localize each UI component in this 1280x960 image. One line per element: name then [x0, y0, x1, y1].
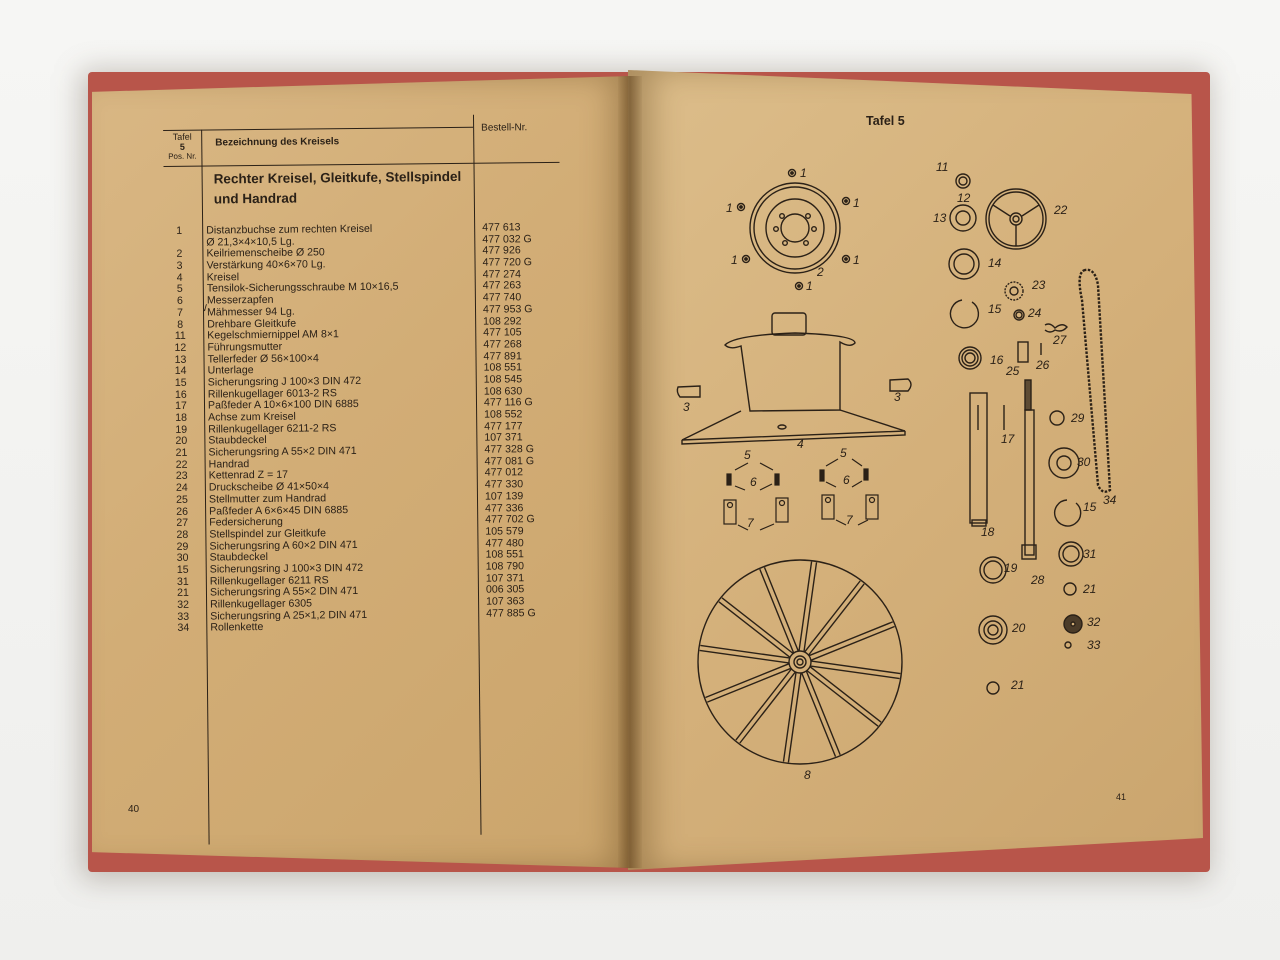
row-order-number: 108 630 [483, 384, 523, 398]
part-label-20: 20 [1012, 621, 1026, 635]
row-description: Stellmutter zum Handrad [208, 492, 327, 506]
part-label-27: 27 [1053, 333, 1067, 347]
row-pos: 27 [176, 516, 189, 530]
row-order-number: 477 953 G [482, 302, 533, 316]
row-pos: 22 [175, 458, 188, 471]
row-description: Sicherungsring A 55×2 DIN 471 [209, 585, 359, 599]
row-order-number: 477 263 [482, 279, 522, 293]
row-pos: 2 [176, 248, 183, 261]
row-order-number: 477 105 [483, 326, 522, 339]
row-order-number: 107 371 [485, 571, 525, 585]
row-description: Verstärkung 40×6×70 Lg. [206, 258, 326, 272]
row-pos: 32 [177, 598, 190, 611]
page-number-left: 40 [128, 804, 140, 815]
part-label-21: 21 [1083, 582, 1097, 596]
reinforcement-left [677, 386, 700, 397]
rotor-drawing [682, 313, 905, 444]
row-order-number: 006 305 [485, 583, 525, 596]
row-description: Rillenkugellager 6211 RS [209, 573, 329, 588]
row-description: Staubdeckel [208, 434, 267, 447]
part-label-22: 22 [1054, 203, 1068, 217]
part-label-31: 31 [1083, 547, 1097, 561]
row-order-number: 108 292 [483, 314, 522, 328]
part-label-1: 1 [853, 196, 860, 210]
row-pos: 13 [174, 353, 187, 366]
row-order-number: 108 551 [485, 548, 524, 561]
part-label-5: 5 [744, 448, 751, 462]
row-description: Stellspindel zur Gleitkufe [209, 527, 327, 541]
row-pos: 16 [174, 388, 187, 401]
row-pos: 1 [176, 224, 183, 237]
row-pos: 6 [176, 294, 183, 307]
row-pos: 4 [176, 271, 183, 284]
row-pos: 20 [175, 435, 188, 448]
part-label-11: 11 [936, 160, 949, 174]
row-order-number: 477 480 [485, 536, 524, 550]
row-description: Messerzapfen [206, 293, 274, 307]
part-label-7: 7 [846, 513, 853, 527]
row-description: Rillenkugellager 6305 [210, 597, 313, 611]
row-description: Achse zum Kreisel [208, 410, 296, 424]
header-tafel-label: Tafel [172, 131, 192, 142]
row-order-number: 477 740 [482, 291, 522, 304]
row-pos: 12 [174, 341, 187, 354]
row-description: Rillenkugellager 6211-2 RS [208, 421, 337, 436]
row-description: Kreisel [206, 270, 240, 284]
row-description: Sicherungsring A 60×2 DIN 471 [209, 538, 358, 553]
row-description: Unterlage [207, 364, 254, 377]
row-order-number: 477 274 [482, 268, 522, 281]
part-label-26: 26 [1036, 358, 1050, 372]
part-label-1: 1 [731, 253, 738, 267]
row-description: Paßfeder A 6×6×45 DIN 6885 [209, 503, 349, 518]
diagram-title: Tafel 5 [866, 114, 905, 128]
pulley-drawing [738, 170, 850, 290]
row-description: Ø 21,3×4×10,5 Lg. [206, 235, 295, 249]
row-order-number: 477 081 G [484, 454, 535, 468]
part-label-33: 33 [1087, 638, 1101, 652]
part-label-34: 34 [1103, 493, 1117, 507]
page-number-right: 41 [1116, 792, 1127, 802]
row-description: Staubdeckel [209, 551, 268, 564]
row-order-number: 107 363 [486, 595, 525, 608]
part-label-19: 19 [1004, 561, 1018, 575]
part-label-24: 24 [1028, 306, 1042, 320]
row-pos: 30 [176, 552, 189, 565]
row-order-number: 108 545 [483, 373, 523, 386]
row-order-number: 477 012 [484, 466, 524, 480]
row-pos: 19 [175, 423, 188, 436]
part-label-15: 15 [1083, 500, 1097, 514]
row-order-number: 105 579 [485, 525, 524, 538]
row-order-number: 108 790 [485, 560, 525, 573]
row-order-number: 108 551 [483, 361, 522, 374]
part-label-15: 15 [988, 302, 1002, 316]
row-description: Sicherungsring J 100×3 DIN 472 [209, 561, 364, 576]
row-description: Drehbare Gleitkufe [207, 317, 297, 331]
row-pos: 25 [176, 493, 188, 506]
row-description: Rillenkugellager 6013-2 RS [207, 386, 337, 401]
row-pos: 21 [177, 587, 189, 600]
row-order-number: 107 371 [484, 431, 523, 445]
part-label-3: 3 [683, 400, 690, 414]
row-pos: 26 [176, 505, 189, 518]
row-order-number: 107 139 [484, 490, 524, 503]
part-label-28: 28 [1031, 573, 1045, 587]
row-description: Kettenrad Z = 17 [208, 469, 289, 482]
row-order-number: 477 328 G [484, 443, 535, 456]
row-order-number: 477 336 [485, 501, 524, 515]
row-description: Handrad [208, 457, 250, 471]
row-pos: 14 [174, 365, 187, 378]
row-pos: 23 [175, 470, 188, 483]
row-order-number: 477 177 [484, 419, 523, 433]
part-label-2: 2 [817, 265, 824, 279]
row-description: Rollenkette [210, 621, 264, 634]
row-pos: 33 [177, 610, 190, 623]
row-description: Mähmesser 94 Lg. [206, 305, 295, 319]
row-description: Druckscheibe Ø 41×50×4 [208, 480, 330, 494]
part-label-1: 1 [800, 166, 807, 180]
row-order-number: 108 552 [484, 408, 523, 421]
part-label-1: 1 [806, 279, 813, 293]
part-label-16: 16 [990, 353, 1004, 367]
part-label-3: 3 [894, 390, 901, 404]
row-order-number: 477 613 [482, 221, 521, 234]
row-pos: 8 [177, 318, 184, 331]
header-order-number: Bestell-Nr. [481, 122, 528, 134]
row-description: Führungsmutter [207, 340, 283, 354]
row-description: Sicherungsring A 25×1,2 DIN 471 [210, 608, 368, 623]
part-label-17: 17 [1001, 432, 1015, 446]
row-order-number: 477 116 G [483, 396, 533, 409]
row-order-number: 477 032 G [482, 232, 532, 246]
part-label-13: 13 [933, 211, 947, 225]
part-label-30: 30 [1077, 455, 1091, 469]
row-description: Tensilok-Sicherungsschraube M 10×16,5 [206, 280, 399, 295]
row-order-number: 477 885 G [486, 606, 536, 620]
row-pos: 15 [174, 376, 187, 389]
part-label-32: 32 [1087, 615, 1101, 629]
row-pos: 17 [175, 400, 187, 413]
row-order-number: 477 330 [484, 478, 524, 491]
row-pos: 5 [176, 283, 183, 296]
row-pos: 24 [175, 481, 188, 495]
skid-wheel-drawing [698, 560, 902, 764]
row-description: Paßfeder A 10×6×100 DIN 6885 [207, 398, 359, 412]
part-label-6: 6 [750, 475, 757, 489]
header-description: Bezeichnung des Kreisels [215, 136, 340, 149]
part-label-14: 14 [988, 256, 1002, 270]
check-mark: ✓ [199, 301, 213, 316]
row-pos: 34 [177, 622, 190, 635]
row-pos: 31 [176, 575, 189, 588]
part-label-18: 18 [981, 525, 995, 539]
part-label-25: 25 [1006, 364, 1020, 378]
row-order-number: 477 891 [483, 349, 522, 363]
row-description: Kegelschmiernippel AM 8×1 [207, 328, 339, 342]
row-pos: 29 [176, 540, 189, 553]
part-label-1: 1 [726, 201, 733, 215]
row-order-number: 477 268 [483, 338, 522, 351]
part-label-7: 7 [747, 516, 754, 530]
row-description: Sicherungsring A 55×2 DIN 471 [208, 445, 357, 459]
row-order-number: 477 720 G [482, 256, 533, 269]
row-description: Keilriemenscheibe Ø 250 [206, 246, 325, 260]
part-label-12: 12 [957, 191, 971, 205]
row-pos: 28 [176, 528, 189, 541]
row-pos: 11 [174, 329, 186, 343]
header-tafel-number: 5 [179, 141, 185, 152]
row-order-number: 477 702 G [485, 513, 535, 526]
small-parts-drawing [949, 174, 1110, 694]
row-pos: 15 [176, 563, 189, 576]
row-order-number: 477 926 [482, 244, 521, 258]
row-pos: 21 [175, 446, 188, 459]
header-pos-label: Pos. Nr. [168, 151, 197, 161]
row-pos: 3 [176, 259, 183, 272]
row-pos: 18 [175, 411, 188, 424]
part-label-8: 8 [804, 768, 811, 782]
part-label-1: 1 [853, 253, 860, 267]
row-description: Sicherungsring J 100×3 DIN 472 [207, 374, 362, 389]
row-description: Distanzbuchse zum rechten Kreisel [206, 222, 373, 237]
row-pos: 7 [177, 306, 184, 319]
row-description: Tellerfeder Ø 56×100×4 [207, 351, 319, 366]
section-title: Rechter Kreisel, Gleitkufe, Stellspindel und Handrad [213, 168, 462, 207]
part-label-21: 21 [1011, 678, 1025, 692]
row-description: Federsicherung [209, 515, 283, 529]
part-label-6: 6 [843, 473, 850, 487]
part-label-23: 23 [1032, 278, 1046, 292]
part-label-29: 29 [1071, 411, 1085, 425]
part-label-5: 5 [840, 446, 847, 460]
part-label-4: 4 [797, 437, 804, 451]
